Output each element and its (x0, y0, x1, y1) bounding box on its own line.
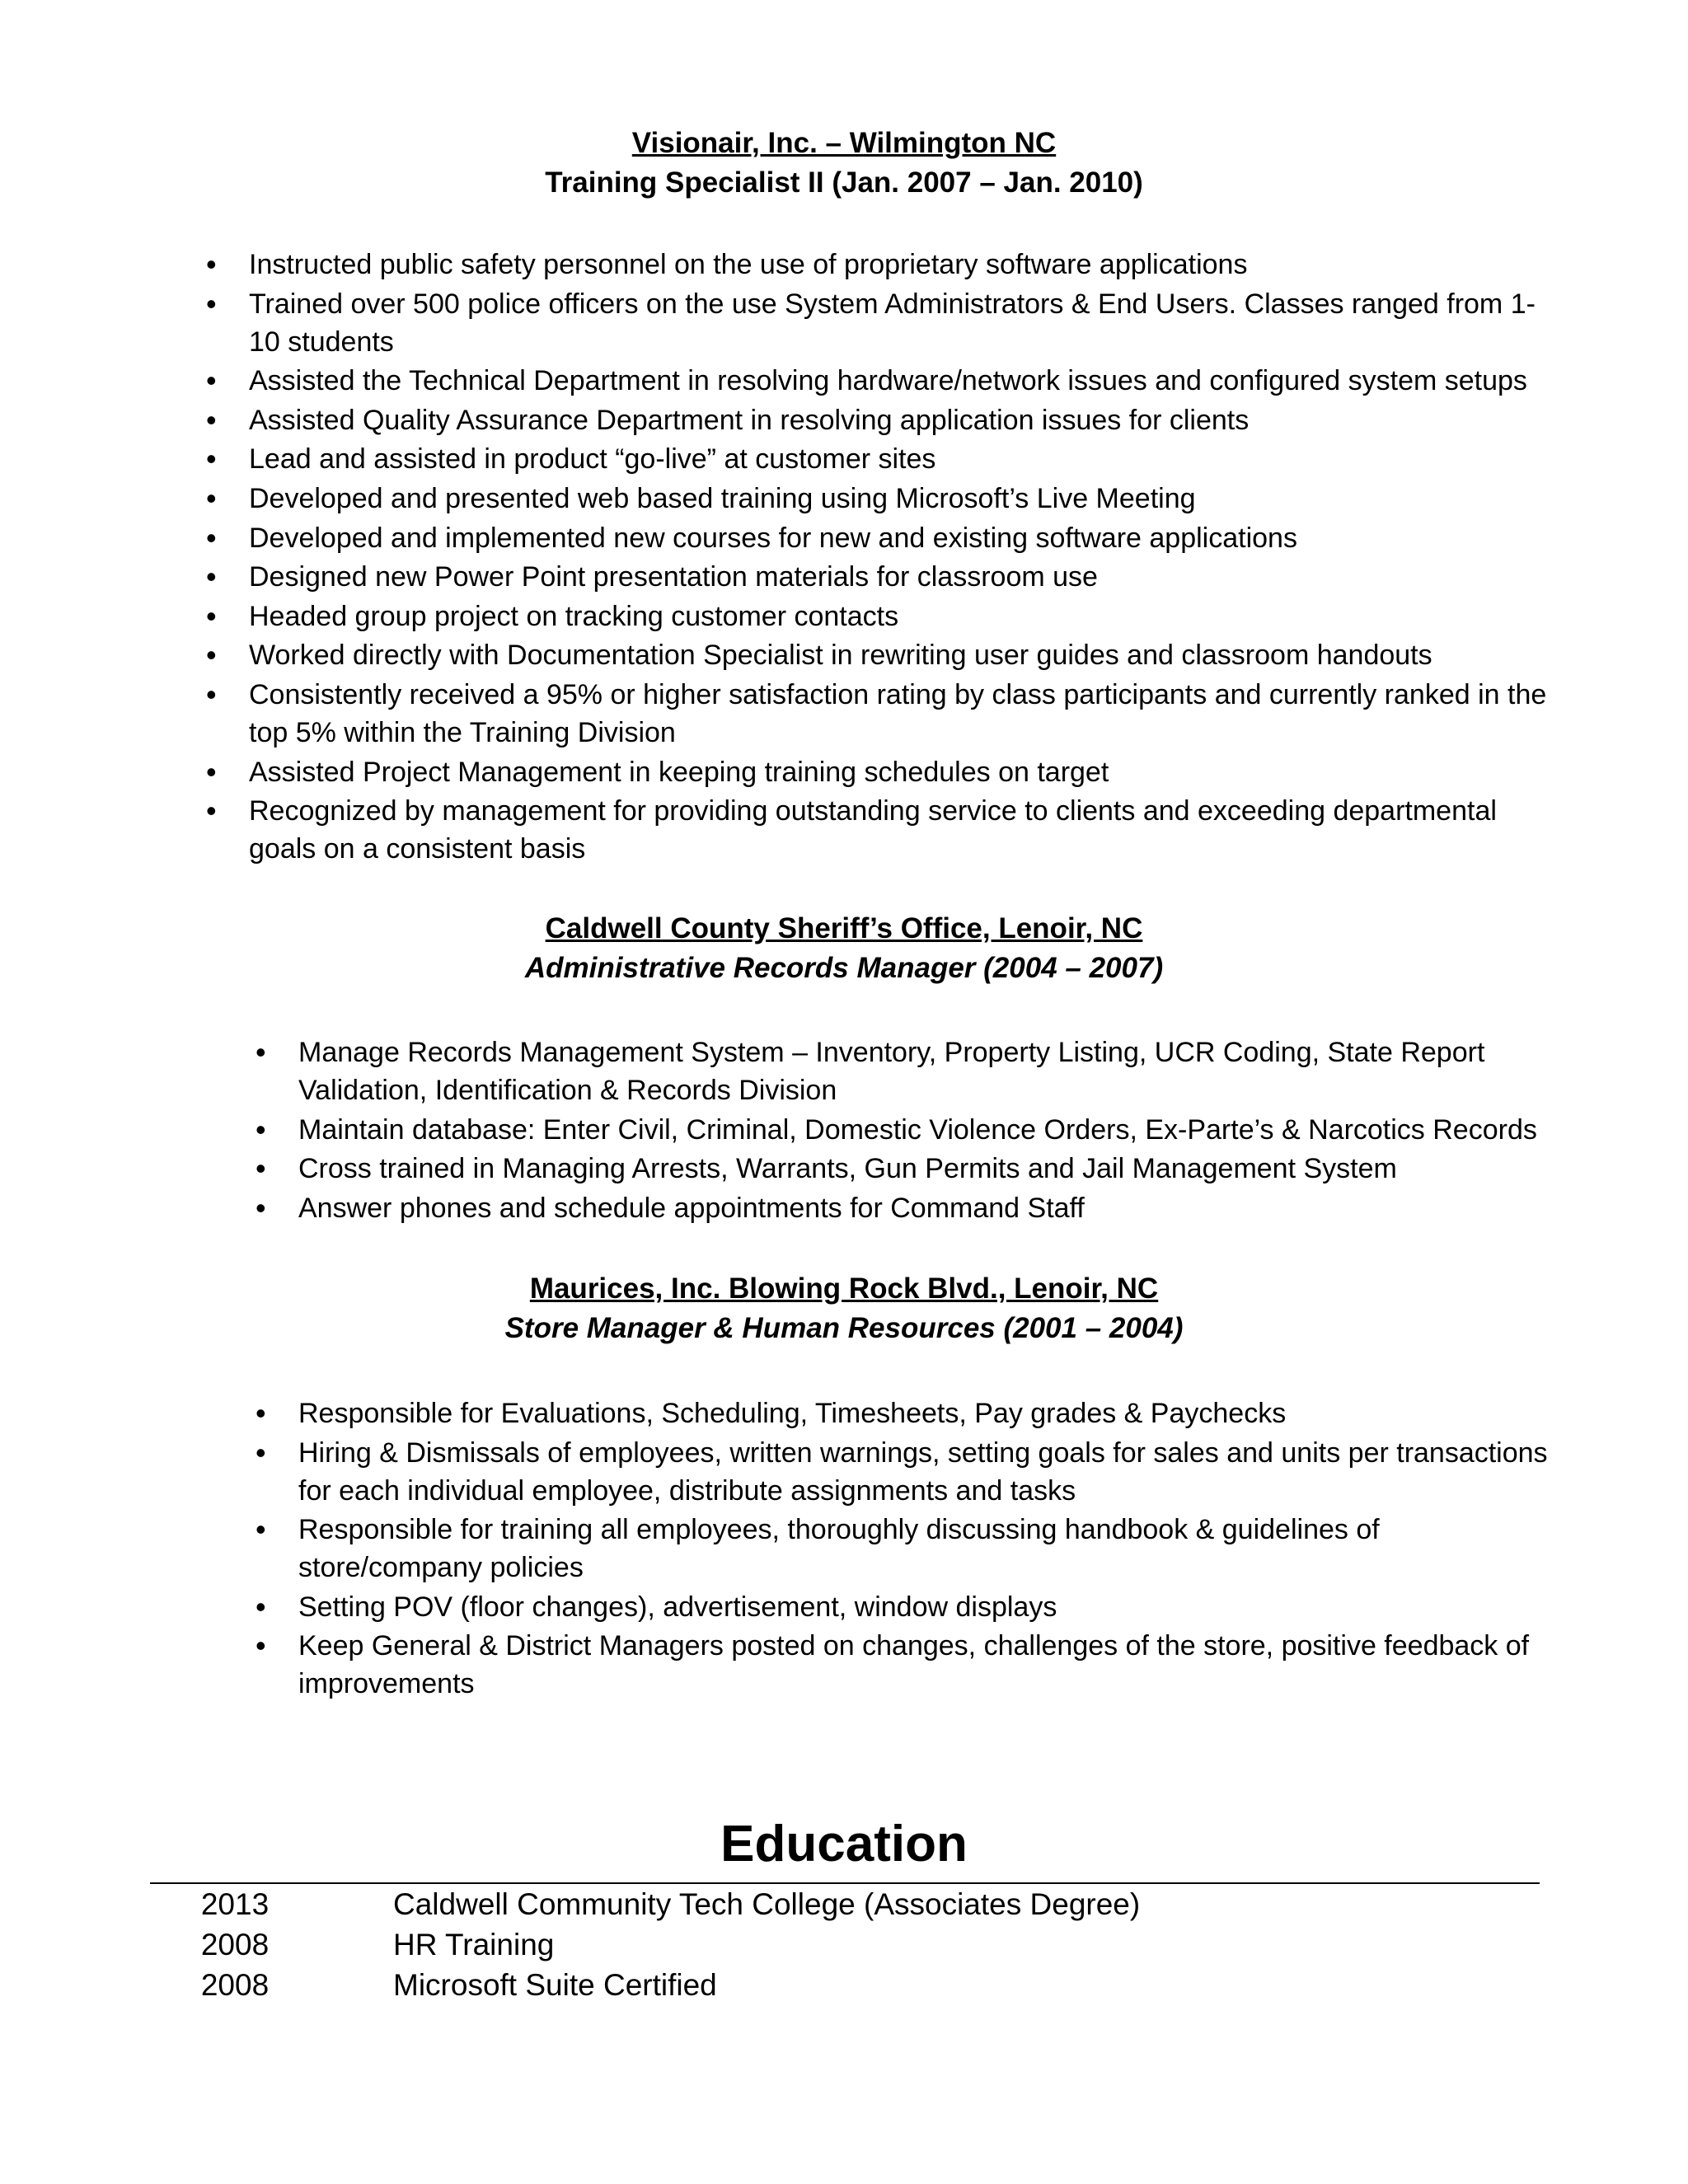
list-item: • Headed group project on tracking customer contacts (249, 598, 1551, 635)
list-item: • Recognized by management for providing outstanding service to clients and exceeding departmental goals on a consistent basis (249, 792, 1551, 868)
list-item: • Worked directly with Documentation Specialist in rewriting user guides and classroom handouts (249, 636, 1551, 674)
list-item: • Assisted the Technical Department in resolving hardware/network issues and configured system setups (249, 362, 1551, 400)
list-item: • Developed and presented web based training using Microsoft’s Live Meeting (249, 480, 1551, 518)
list-item: • Developed and implemented new courses for new and existing software applications (249, 519, 1551, 557)
list-item: • Assisted Project Management in keeping training schedules on target (249, 753, 1551, 791)
list-item: • Responsible for Evaluations, Scheduling, Timesheets, Pay grades & Paychecks (298, 1394, 1551, 1432)
list-item: • Maintain database: Enter Civil, Criminal, Domestic Violence Orders, Ex-Parte’s & Narcotics Records (298, 1111, 1551, 1149)
list-item: • Manage Records Management System – Inventory, Property Listing, UCR Coding, State Report Validation, Identification & Records Division (298, 1033, 1551, 1109)
list-item: • Keep General & District Managers posted on changes, challenges of the store, positive feedback of improvements (298, 1627, 1551, 1703)
job-role: Store Manager & Human Resources (2001 – 2004) (504, 1312, 1184, 1344)
list-item: • Assisted Quality Assurance Department in resolving application issues for clients (249, 401, 1551, 439)
education-title: Education (720, 1816, 968, 1872)
list-item: • Responsible for training all employees, thoroughly discussing handbook & guidelines of store/company policies (298, 1511, 1551, 1586)
job-header-visionair (0, 124, 1688, 203)
company-name: Caldwell County Sheriff’s Office, Lenoir, NC (545, 912, 1143, 944)
list-item: • Lead and assisted in product “go-live” at customer sites (249, 440, 1551, 478)
education-description: HR Training (393, 1928, 555, 1961)
education-year: 2008 (200, 1928, 270, 1961)
job-role: Training Specialist II (Jan. 2007 – Jan. 2010) (545, 166, 1143, 199)
job-header-maurices (0, 1269, 1688, 1348)
list-item: • Designed new Power Point presentation materials for classroom use (249, 558, 1551, 596)
table-row (0, 1884, 1688, 1924)
job-bullets-caldwell (298, 1033, 1551, 1228)
education-description: Caldwell Community Tech College (Associates Degree) (393, 1887, 1141, 1921)
job-role: Administrative Records Manager (2004 – 2007) (524, 952, 1164, 984)
list-item: • Answer phones and schedule appointments for Command Staff (298, 1189, 1551, 1227)
education-table (0, 1884, 1688, 2005)
company-name: Visionair, Inc. – Wilmington NC (631, 127, 1057, 159)
job-header-caldwell (0, 909, 1688, 988)
list-item: • Consistently received a 95% or higher satisfaction rating by class participants and currently ranked in the top 5% within the Training Division (249, 676, 1551, 752)
list-item: • Cross trained in Managing Arrests, Warrants, Gun Permits and Jail Management System (298, 1150, 1551, 1188)
job-bullets-visionair (249, 246, 1551, 869)
education-description: Microsoft Suite Certified (393, 1968, 717, 2002)
list-item: • Trained over 500 police officers on the use System Administrators & End Users. Classes ranged from 1-10 students (249, 285, 1551, 361)
education-year: 2008 (200, 1968, 270, 2002)
company-name: Maurices, Inc. Blowing Rock Blvd., Lenoir, NC (529, 1272, 1159, 1305)
list-item: • Instructed public safety personnel on the use of proprietary software applications (249, 246, 1551, 284)
job-bullets-maurices (298, 1394, 1551, 1704)
list-item: • Setting POV (floor changes), advertisement, window displays (298, 1588, 1551, 1626)
education-year: 2013 (200, 1887, 270, 1921)
table-row (0, 1965, 1688, 2005)
list-item: • Hiring & Dismissals of employees, written warnings, setting goals for sales and units per transactions for each individual employee, distribute assignments and tasks (298, 1434, 1551, 1510)
table-row (0, 1924, 1688, 1965)
